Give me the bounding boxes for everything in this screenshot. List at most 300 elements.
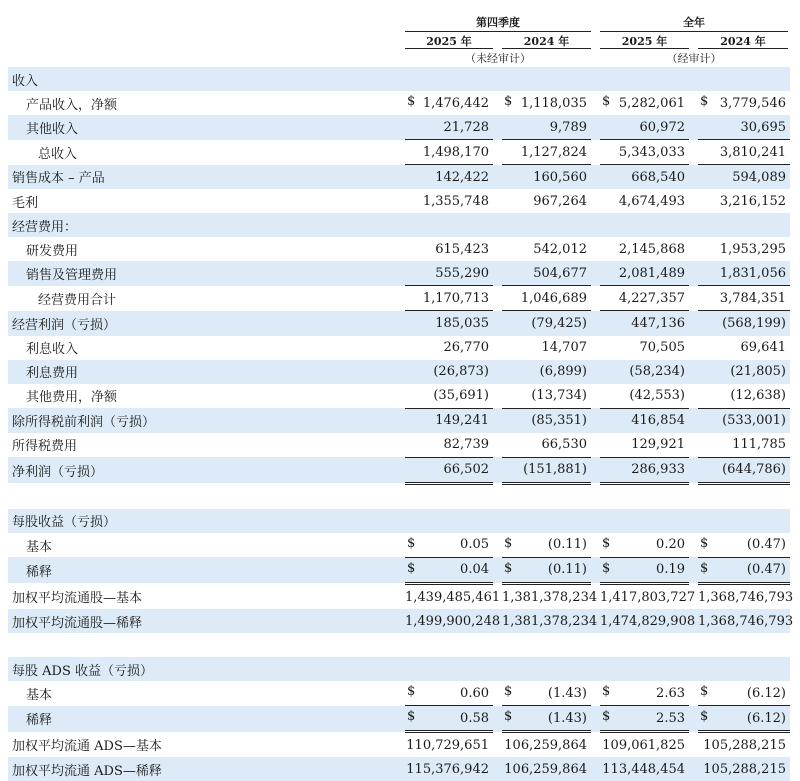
cell-value: 4,227,357 [618, 290, 685, 306]
row-label: 研发费用 [26, 243, 79, 259]
value-cell [698, 91, 790, 115]
spacer-row [8, 483, 790, 509]
currency-symbol: $ [407, 535, 416, 551]
row-label-cell [8, 311, 397, 336]
cell-value: 66,530 [541, 437, 587, 453]
year-rule-4 [698, 48, 788, 49]
cell-value: 0.60 [460, 685, 489, 701]
cell-value: (1.43) [547, 685, 587, 701]
cell-value: 110,729,651 [406, 737, 489, 753]
value-cell [405, 140, 493, 165]
cell-value: 111,785 [732, 437, 786, 453]
value-cell [405, 384, 493, 409]
cell-value: (151,881) [523, 462, 587, 478]
value-cell [600, 336, 689, 360]
value-cell [502, 557, 591, 583]
value-cell [502, 336, 591, 360]
cell-value: 0.04 [460, 562, 489, 578]
q4-header: 第四季度 [476, 16, 520, 29]
value-cell [405, 433, 493, 458]
value-cell [502, 681, 591, 706]
cell-value: 1,046,689 [520, 290, 587, 306]
row-label: 其他收入 [26, 121, 79, 137]
value-cell [600, 457, 689, 483]
cell-value: (6.12) [746, 685, 786, 701]
cell-value: (644,786) [722, 462, 786, 478]
value-cell [600, 533, 689, 558]
value-cell [698, 67, 790, 91]
table-row [8, 681, 790, 706]
row-label: 经营利润（亏损） [12, 317, 117, 333]
value-cell [502, 583, 598, 609]
col-2024-q4: 2024 年 [523, 35, 570, 48]
currency-symbol: $ [700, 535, 709, 551]
value-cell [502, 384, 591, 409]
value-cell [600, 67, 689, 91]
row-label-cell [8, 360, 397, 384]
value-cell [600, 384, 689, 409]
cell-value: 967,264 [533, 193, 587, 209]
cell-value: 542,012 [533, 241, 587, 257]
row-label-cell [8, 557, 397, 583]
value-cell [405, 757, 493, 781]
cell-value: 0.20 [656, 537, 685, 553]
cell-value: 447,136 [631, 315, 685, 331]
value-cell [405, 189, 493, 213]
value-cell [502, 67, 591, 91]
value-cell [502, 360, 591, 384]
value-cell [600, 140, 689, 165]
cell-value: 69,641 [740, 340, 786, 356]
value-cell [405, 706, 493, 732]
currency-symbol: $ [602, 684, 611, 700]
cell-value: 60,972 [639, 119, 685, 135]
currency-symbol: $ [602, 709, 611, 725]
value-cell [698, 213, 790, 237]
currency-symbol: $ [602, 535, 611, 551]
row-label: 加权平均流通股—基本 [12, 590, 143, 606]
cell-value: 0.19 [656, 562, 685, 578]
value-cell [502, 657, 591, 681]
cell-value: 1,381,378,234 [502, 589, 598, 605]
value-cell [600, 115, 689, 140]
value-cell [698, 165, 790, 190]
cell-value: 1,439,485,461 [405, 589, 501, 605]
value-cell [405, 286, 493, 311]
row-label: 每股收益（亏损） [12, 515, 117, 531]
table-row [8, 509, 790, 533]
value-cell [405, 681, 493, 706]
row-label-cell [8, 189, 397, 213]
value-cell [698, 457, 790, 483]
value-cell [502, 165, 591, 190]
cell-value: 2.53 [656, 710, 685, 726]
cell-value: 66,502 [443, 462, 489, 478]
currency-symbol: $ [602, 94, 611, 110]
value-cell [502, 533, 591, 558]
cell-value: (533,001) [722, 413, 786, 429]
cell-value: (0.11) [547, 537, 587, 553]
value-cell [600, 583, 696, 609]
cell-value: 1,355,748 [422, 193, 489, 209]
row-label: 利息费用 [26, 366, 79, 382]
value-cell [698, 509, 790, 533]
cell-value: 30,695 [740, 119, 786, 135]
full-year-header: 全年 [683, 16, 705, 29]
row-label: 所得税费用 [12, 439, 78, 455]
row-label-cell [8, 237, 397, 261]
value-cell [405, 115, 493, 140]
cell-value: 1,953,295 [719, 241, 786, 257]
cell-value: 594,089 [732, 169, 786, 185]
cell-value: 1,368,746,793 [698, 589, 794, 605]
value-cell [405, 457, 493, 483]
cell-value: (12,638) [730, 388, 786, 404]
row-label-cell [8, 706, 397, 732]
currency-symbol: $ [504, 709, 513, 725]
cell-value: 555,290 [435, 265, 489, 281]
value-cell [698, 140, 790, 165]
value-cell [698, 433, 790, 458]
cell-value: 109,061,825 [602, 737, 685, 753]
cell-value: 115,376,942 [406, 761, 489, 777]
table-row [8, 115, 790, 140]
cell-value: 129,921 [631, 437, 685, 453]
table-row [8, 237, 790, 261]
row-label-cell [8, 509, 397, 533]
row-label: 稀释 [26, 713, 53, 729]
cell-value: 615,423 [435, 241, 489, 257]
value-cell [698, 384, 790, 409]
value-cell [502, 213, 591, 237]
col-2025-q4: 2025 年 [426, 35, 472, 48]
cell-value: 105,288,215 [703, 737, 786, 753]
value-cell [405, 657, 493, 681]
cell-value: 70,505 [639, 340, 685, 356]
value-cell [698, 237, 790, 261]
value-cell [600, 433, 689, 458]
table-row [8, 189, 790, 213]
year-rule-2 [502, 48, 591, 49]
row-label: 毛利 [12, 195, 39, 211]
table-row [8, 140, 790, 165]
value-cell [405, 336, 493, 360]
cell-value: 185,035 [435, 315, 489, 331]
table-row [8, 533, 790, 558]
row-label: 基本 [26, 539, 53, 555]
cell-value: 106,259,864 [504, 761, 587, 777]
cell-value: 5,343,033 [618, 144, 685, 160]
value-cell [698, 533, 790, 558]
row-label-cell [8, 757, 397, 781]
value-cell [502, 509, 591, 533]
row-label-cell [8, 457, 397, 483]
cell-value: 9,789 [549, 119, 587, 135]
cell-value: 1,417,803,727 [600, 589, 696, 605]
full-year-header-rule [600, 31, 788, 32]
cell-value: 1,127,824 [520, 144, 587, 160]
cell-value: 4,674,493 [618, 193, 685, 209]
value-cell [502, 408, 591, 433]
table-row [8, 165, 790, 190]
row-label: 销售及管理费用 [26, 268, 118, 284]
value-cell [405, 609, 501, 633]
value-cell [600, 286, 689, 311]
table-row [8, 583, 790, 609]
cell-value: (0.11) [547, 562, 587, 578]
value-cell [698, 360, 790, 384]
row-label-cell [8, 433, 397, 458]
cell-value: 1,831,056 [719, 265, 786, 281]
cell-value: 113,448,454 [602, 761, 685, 777]
spacer-row [8, 633, 790, 657]
value-cell [502, 311, 591, 336]
value-cell [502, 457, 591, 483]
cell-value: (6,899) [539, 364, 587, 380]
cell-value: 3,216,152 [719, 193, 786, 209]
value-cell [405, 165, 493, 190]
year-rule-3 [600, 48, 689, 49]
col-2024-fy: 2024 年 [720, 35, 766, 48]
row-label: 基本 [26, 687, 53, 703]
cell-value: 286,933 [631, 462, 685, 478]
value-cell [502, 757, 591, 781]
value-cell [405, 533, 493, 558]
value-cell [600, 165, 689, 190]
table-row [8, 311, 790, 336]
cell-value: 2,145,868 [618, 241, 685, 257]
cell-value: (6.12) [746, 710, 786, 726]
value-cell [698, 189, 790, 213]
cell-value: 3,779,546 [719, 95, 786, 111]
value-cell [502, 237, 591, 261]
value-cell [600, 557, 689, 583]
value-cell [698, 583, 794, 609]
row-label: 产品收入，净额 [26, 97, 118, 113]
value-cell [698, 261, 790, 286]
cell-value: (26,873) [433, 364, 489, 380]
cell-value: (21,805) [730, 364, 786, 380]
value-cell [698, 757, 790, 781]
row-label-cell [8, 336, 397, 360]
row-label-cell [8, 140, 397, 165]
value-cell [405, 509, 493, 533]
value-cell [698, 657, 790, 681]
value-cell [405, 583, 501, 609]
financial-table [8, 67, 794, 781]
row-label: 加权平均流通 ADS—基本 [12, 739, 162, 755]
cell-value: 1,170,713 [422, 290, 489, 306]
row-label: 除所得税前利润（亏损） [12, 414, 156, 430]
cell-value: 1,498,170 [422, 144, 489, 160]
cell-value: (85,351) [531, 413, 587, 429]
currency-symbol: $ [700, 709, 709, 725]
value-cell [600, 609, 696, 633]
value-cell [698, 609, 794, 633]
value-cell [502, 433, 591, 458]
cell-value: 26,770 [443, 340, 489, 356]
value-cell [600, 681, 689, 706]
cell-value: 1,381,378,234 [502, 613, 598, 629]
cell-value: 2.63 [656, 685, 685, 701]
cell-value: (1.43) [547, 710, 587, 726]
table-row [8, 213, 790, 237]
cell-value: (568,199) [722, 315, 786, 331]
currency-symbol: $ [407, 709, 416, 725]
value-cell [698, 557, 790, 583]
cell-value: 105,288,215 [703, 761, 786, 777]
row-label-cell [8, 165, 397, 190]
value-cell [405, 67, 493, 91]
value-cell [698, 336, 790, 360]
value-cell [698, 408, 790, 433]
value-cell [600, 657, 689, 681]
cell-value: (0.47) [746, 537, 786, 553]
table-row [8, 67, 790, 91]
currency-symbol: $ [700, 94, 709, 110]
cell-value: (35,691) [433, 388, 489, 404]
cell-value: 0.58 [460, 710, 489, 726]
cell-value: 1,368,746,793 [698, 613, 794, 629]
value-cell [502, 286, 591, 311]
row-label-cell [8, 67, 397, 91]
value-cell [502, 732, 591, 758]
table-row [8, 91, 790, 115]
cell-value: 0.05 [460, 537, 489, 553]
table-row [8, 732, 790, 758]
row-label-cell [8, 681, 397, 706]
cell-value: 14,707 [541, 340, 587, 356]
cell-value: 3,810,241 [719, 144, 786, 160]
row-label: 加权平均流通 ADS—稀释 [12, 763, 162, 779]
table-row [8, 336, 790, 360]
table-row [8, 433, 790, 458]
cell-value: 3,784,351 [719, 290, 786, 306]
table-row [8, 609, 790, 633]
currency-symbol: $ [407, 94, 416, 110]
cell-value: 2,081,489 [618, 265, 685, 281]
value-cell [600, 261, 689, 286]
value-cell [405, 91, 493, 115]
row-label-cell [8, 533, 397, 558]
value-cell [502, 706, 591, 732]
cell-value: 1,474,829,908 [600, 613, 696, 629]
value-cell [405, 360, 493, 384]
table-row [8, 408, 790, 433]
cell-value: 416,854 [631, 413, 685, 429]
value-cell [405, 732, 493, 758]
table-row [8, 384, 790, 409]
cell-value: 106,259,864 [504, 737, 587, 753]
cell-value: 142,422 [435, 169, 489, 185]
value-cell [600, 360, 689, 384]
value-cell [698, 732, 790, 758]
value-cell [698, 706, 790, 732]
value-cell [600, 237, 689, 261]
col-2025-fy: 2025 年 [621, 35, 668, 48]
currency-symbol: $ [700, 560, 709, 576]
cell-value: 149,241 [435, 413, 489, 429]
row-label: 稀释 [26, 564, 53, 580]
currency-symbol: $ [700, 684, 709, 700]
row-label-cell [8, 583, 397, 609]
cell-value: 668,540 [631, 169, 685, 185]
value-cell [698, 681, 790, 706]
currency-symbol: $ [602, 560, 611, 576]
value-cell [405, 261, 493, 286]
table-row [8, 757, 790, 781]
cell-value: (13,734) [531, 388, 587, 404]
audited-note: （经审计） [666, 52, 722, 65]
value-cell [502, 115, 591, 140]
value-cell [698, 311, 790, 336]
currency-symbol: $ [407, 560, 416, 576]
table-row [8, 261, 790, 286]
row-label: 其他费用，净额 [26, 390, 118, 406]
value-cell [502, 91, 591, 115]
row-label: 经营费用合计 [38, 292, 117, 308]
row-label-cell [8, 286, 397, 311]
currency-symbol: $ [407, 684, 416, 700]
cell-value: 1,118,035 [520, 95, 587, 111]
row-label: 销售成本 – 产品 [12, 171, 105, 187]
value-cell [502, 189, 591, 213]
currency-symbol: $ [504, 560, 513, 576]
cell-value: 82,739 [443, 437, 489, 453]
value-cell [600, 91, 689, 115]
table-row [8, 360, 790, 384]
table-row [8, 286, 790, 311]
row-label: 总收入 [38, 146, 78, 162]
row-label: 经营费用： [12, 219, 78, 235]
currency-symbol: $ [504, 684, 513, 700]
value-cell [405, 557, 493, 583]
value-cell [405, 408, 493, 433]
cell-value: 504,677 [533, 265, 587, 281]
cell-value: 5,282,061 [618, 95, 685, 111]
value-cell [502, 609, 598, 633]
cell-value: 1,476,442 [422, 95, 489, 111]
value-cell [405, 237, 493, 261]
value-cell [600, 757, 689, 781]
value-cell [502, 140, 591, 165]
row-label-cell [8, 609, 397, 633]
value-cell [600, 189, 689, 213]
row-label: 每股 ADS 收益（亏损） [12, 663, 153, 679]
currency-symbol: $ [504, 94, 513, 110]
value-cell [502, 261, 591, 286]
value-cell [698, 286, 790, 311]
unaudited-note: （未经审计） [465, 52, 531, 65]
row-label-cell [8, 213, 397, 237]
row-label: 利息收入 [26, 342, 79, 358]
cell-value: (79,425) [531, 315, 587, 331]
year-rule-1 [405, 48, 493, 49]
cell-value: (42,553) [629, 388, 685, 404]
cell-value: (0.47) [746, 562, 786, 578]
row-label-cell [8, 261, 397, 286]
row-label: 加权平均流通股—稀释 [12, 615, 143, 631]
cell-value: 21,728 [443, 119, 489, 135]
cell-value: 160,560 [533, 169, 587, 185]
value-cell [600, 311, 689, 336]
value-cell [600, 732, 689, 758]
value-cell [698, 115, 790, 140]
row-label-cell [8, 408, 397, 433]
row-label: 净利润（亏损） [12, 464, 104, 480]
cell-value: 1,499,900,248 [405, 613, 501, 629]
value-cell [600, 706, 689, 732]
